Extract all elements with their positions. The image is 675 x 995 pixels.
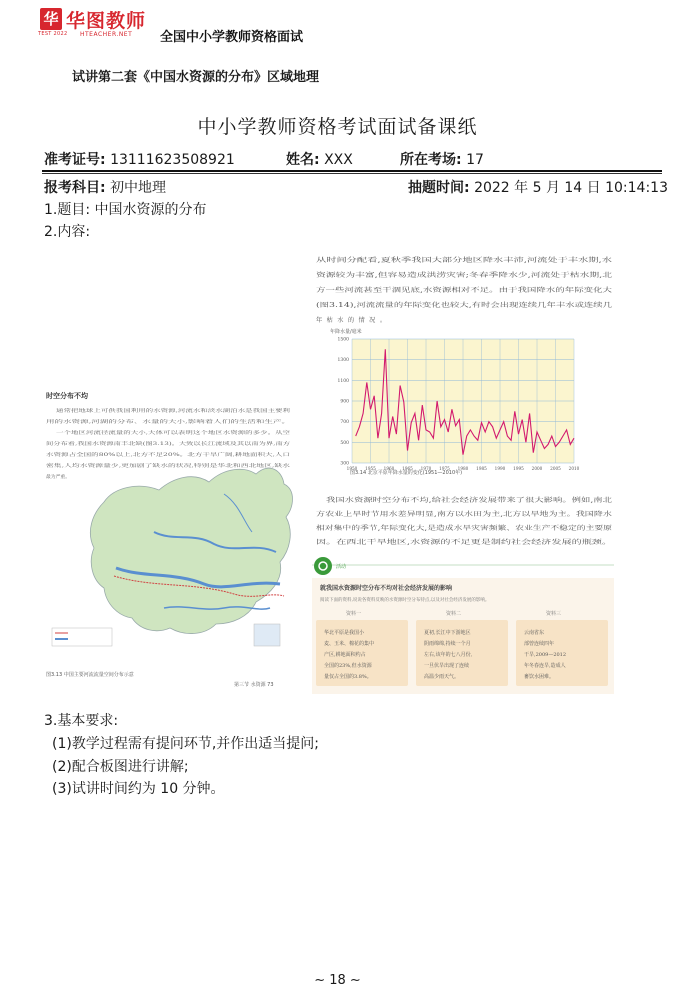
right-paragraph-1 (316, 256, 613, 324)
topic-label: 1.题目: (44, 202, 91, 218)
activity-label: 活动 (336, 564, 347, 570)
requirement-item-2: (2)配合板图进行讲解; (52, 759, 189, 775)
left-paragraph-line: 密集,人均水资源量少,更加剧了缺水的状况,特别是华北和西北地区,缺水 (46, 464, 197, 469)
subject-field (44, 177, 166, 197)
right-paragraph-1-line: 方一些河流甚至干涸见底,水资源相对不足。由于我国降水的年际变化大 (316, 287, 510, 294)
requirements-label: 3.基本要求: (44, 713, 119, 729)
chart-ylabel: 年降水量/毫米 (330, 329, 362, 335)
left-section-heading: 时空分布不均 (46, 392, 88, 400)
right-paragraph-1-line: 年枯水的情况。 (316, 317, 386, 324)
right-paragraph-2-line: 方农业上旱时节用水差异明显,南方以水田为主,北方以旱地为主。我国降水 (316, 511, 512, 518)
right-paragraph-2-line: 因。在西北干旱地区,水资源的不足更是制约社会经济发展的瓶颈。 (316, 539, 492, 546)
chart-caption: 图3.14 北京平原年降水量的变化(1951—2010年) (350, 470, 463, 476)
y-tick-label: 500 (340, 440, 349, 446)
venue-value: 17 (466, 152, 484, 168)
left-paragraph-line: 最为严重。 (46, 475, 70, 480)
y-tick-label: 900 (340, 399, 349, 405)
textbook-excerpt (44, 232, 616, 694)
x-tick-label: 1965 (402, 466, 413, 471)
name-value: XXX (324, 152, 353, 168)
x-tick-label: 1990 (494, 466, 506, 471)
x-tick-label: 1950 (346, 466, 358, 471)
material-label: 资料一 (346, 611, 362, 617)
material-text-line: 干旱,2009—2012 (524, 652, 567, 658)
page-title: 中小学教师资格考试面试备课纸 (197, 116, 478, 138)
material-text-line: 云南省东 (524, 630, 545, 636)
x-tick-label: 1995 (513, 466, 524, 471)
left-paragraph-line: 用的水资源,河湖的分布、水量的大小,影响着人们的生活和生产。 (46, 420, 184, 425)
left-paragraph-line: 一个地区河流径流量的大小,大体可以表明这个地区水资源的多少。从空 (56, 431, 207, 436)
lecture-title: 试讲第二套《中国水资源的分布》区域地理 (72, 70, 320, 85)
content-label: 2.内容: (44, 224, 91, 240)
topic-value: 中国水资源的分布 (94, 202, 207, 218)
venue-field (400, 149, 484, 169)
material-text-line: 左右,该年的七八月份, (424, 652, 473, 658)
activity-subtitle: 阅读下面的资料,说说各资料反映的水资源时空分布特点,以及对社会经济发展的影响。 (320, 598, 490, 603)
x-tick-label: 1975 (439, 466, 450, 471)
name-label: 姓名: (286, 152, 320, 168)
activity-materials (316, 610, 608, 686)
x-tick-label: 2005 (550, 466, 561, 471)
logo-url: HTEACHER.NET (80, 31, 133, 38)
left-paragraph-line: 间分布看,我国水资源南丰北缺(图3.13)。大致以长江流域及其以南为界,南方 (46, 442, 208, 447)
x-tick-label: 1955 (365, 466, 376, 471)
activity-title: 就我国水资源时空分布不均对社会经济发展的影响 (320, 585, 453, 592)
left-paragraph-line: 通常把地球上可供我国利用的水资源,河流水和淡水湖泊水是我国主要利 (56, 409, 207, 414)
right-paragraph-2 (316, 496, 612, 546)
y-tick-label: 1500 (337, 337, 349, 343)
right-paragraph-2-line: 我国水资源时空分布不均,给社会经济发展带来了很大影响。例如,南北 (326, 497, 510, 504)
map-legend (52, 628, 112, 646)
precipitation-chart (330, 328, 580, 476)
material-text-line: 阴雨绵绵,持续一个月 (424, 641, 471, 647)
exam-number-label: 准考证号: (44, 152, 106, 168)
material-label: 资料三 (546, 611, 562, 617)
map-caption: 图3.13 中国主要河流流量空间分布示意 (46, 672, 134, 678)
topic-line (44, 199, 207, 219)
material-text-line: 年冬春连旱,造成人 (524, 663, 566, 669)
draw-time-value: 2022 年 5 月 14 日 10:14:13 (474, 180, 668, 196)
header-divider (42, 170, 662, 172)
material-label: 资料二 (446, 611, 462, 617)
requirement-item-3: (3)试讲时间约为 10 分钟。 (52, 781, 225, 797)
material-text-line: 夏初,长江中下游地区 (424, 630, 471, 636)
material-text-line: 部曾连续四年 (524, 641, 555, 647)
material-text-line: 麦、玉米、棉花的集中 (324, 641, 375, 647)
material-text-line: 量仅占全国的3.8%。 (324, 674, 372, 680)
x-tick-label: 2000 (531, 466, 543, 471)
header-divider-thin (42, 173, 662, 174)
requirement-item-1: (1)教学过程需有提问环节,并作出适当提问; (52, 736, 319, 752)
material-text-line: 高温少雨天气。 (424, 674, 460, 680)
material-text-line: 一旦伏旱出现了连续 (424, 663, 470, 669)
map-inset-south-sea (254, 624, 280, 646)
book-page-marks: 第三节 水资源 73 (234, 682, 274, 688)
logo-mark: 华 (40, 8, 62, 30)
activity-icon (314, 557, 332, 575)
y-tick-label: 300 (340, 461, 349, 467)
material-text-line: 畜饮水困难。 (524, 674, 555, 680)
x-tick-label: 1960 (383, 466, 395, 471)
activity-box (312, 557, 614, 694)
logo-sub: TEST 2022 (38, 31, 68, 37)
x-tick-label: 2010 (568, 466, 580, 471)
right-paragraph-1-line: 从时间分配看,夏秋季我国大部分地区降水丰沛,河流处于丰水期,水 (316, 257, 496, 264)
name-field (286, 149, 353, 169)
right-paragraph-1-line: (图3.14),河流流量的年际变化也较大,有时会出现连续几年丰水或连续几 (316, 302, 512, 309)
x-tick-label: 1985 (476, 466, 487, 471)
material-text-line: 华北平原是我国小 (324, 630, 365, 636)
brand-logo (40, 8, 158, 38)
left-paragraph (46, 407, 290, 480)
y-tick-label: 1100 (337, 378, 349, 384)
draw-time-field (408, 177, 668, 197)
y-tick-label: 700 (340, 420, 349, 426)
material-text-line: 产区,耕地面积约占 (324, 652, 366, 658)
subject-label: 报考科目: (44, 180, 106, 196)
x-tick-label: 1980 (457, 466, 469, 471)
china-map (46, 468, 293, 688)
x-tick-label: 1970 (420, 466, 432, 471)
material-text-line: 全国的23%,但水资源 (324, 663, 372, 669)
venue-label: 所在考场: (400, 152, 462, 168)
chart-yticks (338, 337, 350, 467)
subject-value: 初中地理 (110, 180, 167, 196)
exam-number-value: 13111623508921 (110, 152, 235, 168)
right-paragraph-2-line: 相对集中的季节,年际变化大,是造成水旱灾害频繁、农业生产不稳定的主要原 (316, 525, 518, 532)
logo-text: 华图教师 (66, 10, 147, 32)
right-paragraph-1-line: 资源较为丰富,但容易造成洪涝灾害;冬春季降水少,河流处于枯水期,北 (316, 272, 504, 279)
y-tick-label: 1300 (337, 358, 349, 364)
exam-number-field (44, 149, 235, 169)
textbook-svg (44, 232, 616, 694)
left-paragraph-line: 水资源占全国的80%以上,北方不足20%。北方干旱广阔,耕地面积大,人口 (46, 453, 202, 458)
header-slogan: 全国中小学教师资格面试 (160, 30, 304, 45)
draw-time-label: 抽题时间: (408, 180, 470, 196)
page-number: ~ 18 ~ (314, 973, 361, 988)
